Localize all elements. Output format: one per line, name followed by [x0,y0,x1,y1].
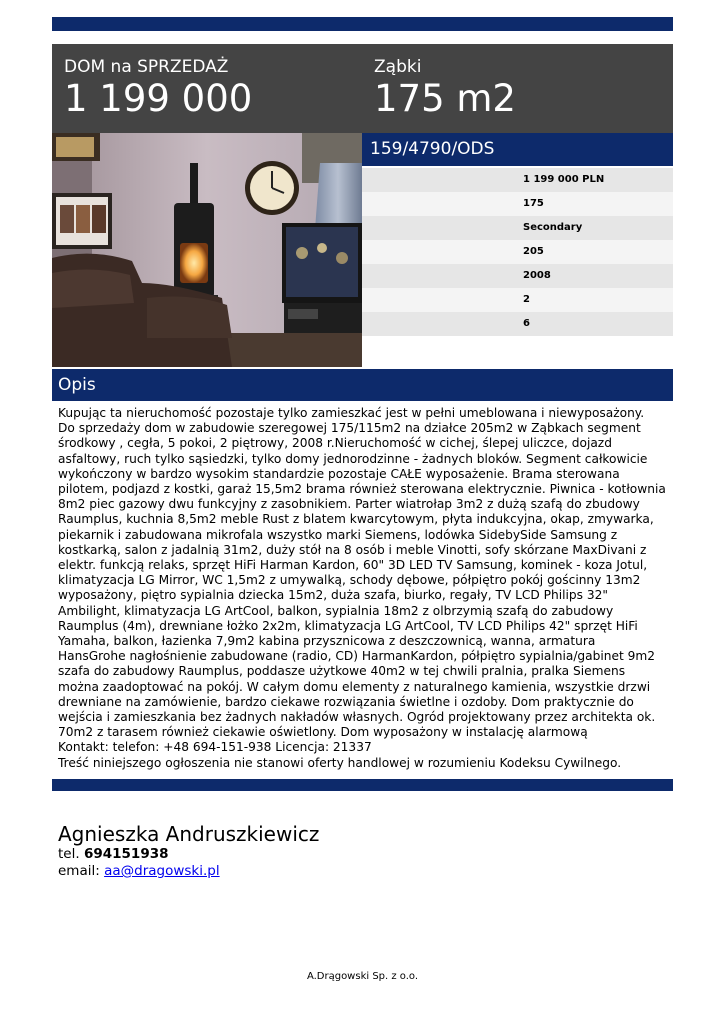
attribute-row: 175 [362,192,673,216]
attribute-row: 6 [362,312,673,336]
email-label: email: [58,863,100,879]
header-right [374,56,516,120]
area: 175 m2 [374,77,516,120]
agent-phone-line [58,846,319,863]
attribute-row: 2008 [362,264,673,288]
price: 1 199 000 [64,77,253,120]
agent-email-line [58,863,319,880]
property-type: DOM na SPRZEDAŻ [64,57,229,77]
listing-reference: 159/4790/ODS [362,133,673,166]
property-photo [52,133,362,367]
agent-email-link[interactable]: aa@dragowski.pl [104,863,220,879]
agent-phone: 694151938 [83,846,169,862]
attribute-row: 205 [362,240,673,264]
top-bar [52,17,673,31]
footer-company: A.Drągowski Sp. z o.o. [306,971,419,982]
attribute-row: 1 199 000 PLN [362,168,673,192]
bottom-bar [52,779,673,791]
agent-name: Agnieszka Andruszkiewicz [58,822,320,846]
description-text: Kupując ta nieruchomość pozostaje tylko zamieszkać jest w pełni umeblowana i niewyposażony. Do sprzedaży dom w zabudowie szeregowej 175/115m2 na działce 205m2 w Ząbkach segment środkowy , cegła, 5 pokoi, 2 piętrowy, 2008 r.Nieruchomość w cichej, ślepej uliczce, dojazd asfaltowy, ruch tylko sąsiedzki, tylko domy jednorodzinne - żadnych bloków. Segment całkowicie wykończony w bardzo wysokim standardzie pozostaje CAŁE wyposażenie. Brama sterowana pilotem, podjazd z kostki, garaż 15,5m2 brama również sterowana elektrycznie. Piwnica - kotłownia 8m2 piec gazowy dwu funkcyjny z zasobnikiem. Parter wiatrołap 3m2 z dużą szafą do zbudowy Raumplus, kuchnia 8,5m2 meble Rust z blatem kwarcytowym, płyta indukcyjna, okap, zmywarka, piekarnik i zabudowana mikrofala wszystko marki Siemens, lodówka SidebySide Samsung z kostkarką, salon z jadalnią 31m2, duży stół na 8 osób i meble Vinotti, sofy skórzane MaxDivani z elektr. funkcją relaks, sprzęt HiFi Harman Kardon, 60" 3D LED TV Samsung, kominek - koza Jotul, klimatyzacja LG Mirror, WC 1,5m2 z umywalką, schody dębowe, półpiętro pokój gościnny 13m2 wyposażony, piętro sypialnia dziecka 15m2, duża szafa, biurko, regały, TV LCD Philips 32" Ambilight, klimatyzacja LG ArtCool, balkon, sypialnia 18m2 z olbrzymią szafą do zabudowy Raumplus (4m), drewniane łożko 2x2m, klimatyzacja LG ArtCool, TV LCD Philips 42" sprzęt HiFi Yamaha, balkon, łazienka 7,9m2 kabina przysznicowa z deszczownicą, wanna, armatura HansGrohe nagłośnienie zabudowane (radio, CD) HarmanKardon, półpiętro sypialnia/gabinet 9m2 szafa do zabudowy Raumplus, poddasze użytkowe 40m2 w tej chwili pralnia, pralka Siemens można zaadoptować na pokój. W całym domu elementy z naturalnego kamienia, wszystkie drzwi drewniane na zamówienie, bardzo ciekawe rozwiązania świetlne i ozdoby. Dom praktycznie do wejścia i zamieszkania bez żadnych nakładów własnych. Ogród projektowany przez architekta ok. 70m2 z tarasem również ciekawie oświetlony. Dom wyposażony w instalację alarmową Kontakt: telefon: +48 694-151-938 Licencja: 21337 Treść niniejszego ogłoszenia nie stanowi oferty handlowej w rozumieniu Kodeksu Cywilnego. [58,406,666,770]
location: Ząbki [374,57,422,77]
listing-header [52,44,673,133]
attribute-row: Secondary [362,216,673,240]
header-left [64,56,252,120]
section-title: Opis [52,369,673,401]
phone-label: tel. [58,846,80,862]
attribute-row: 2 [362,288,673,312]
attributes-table [362,168,673,336]
agent-contact [58,822,319,880]
